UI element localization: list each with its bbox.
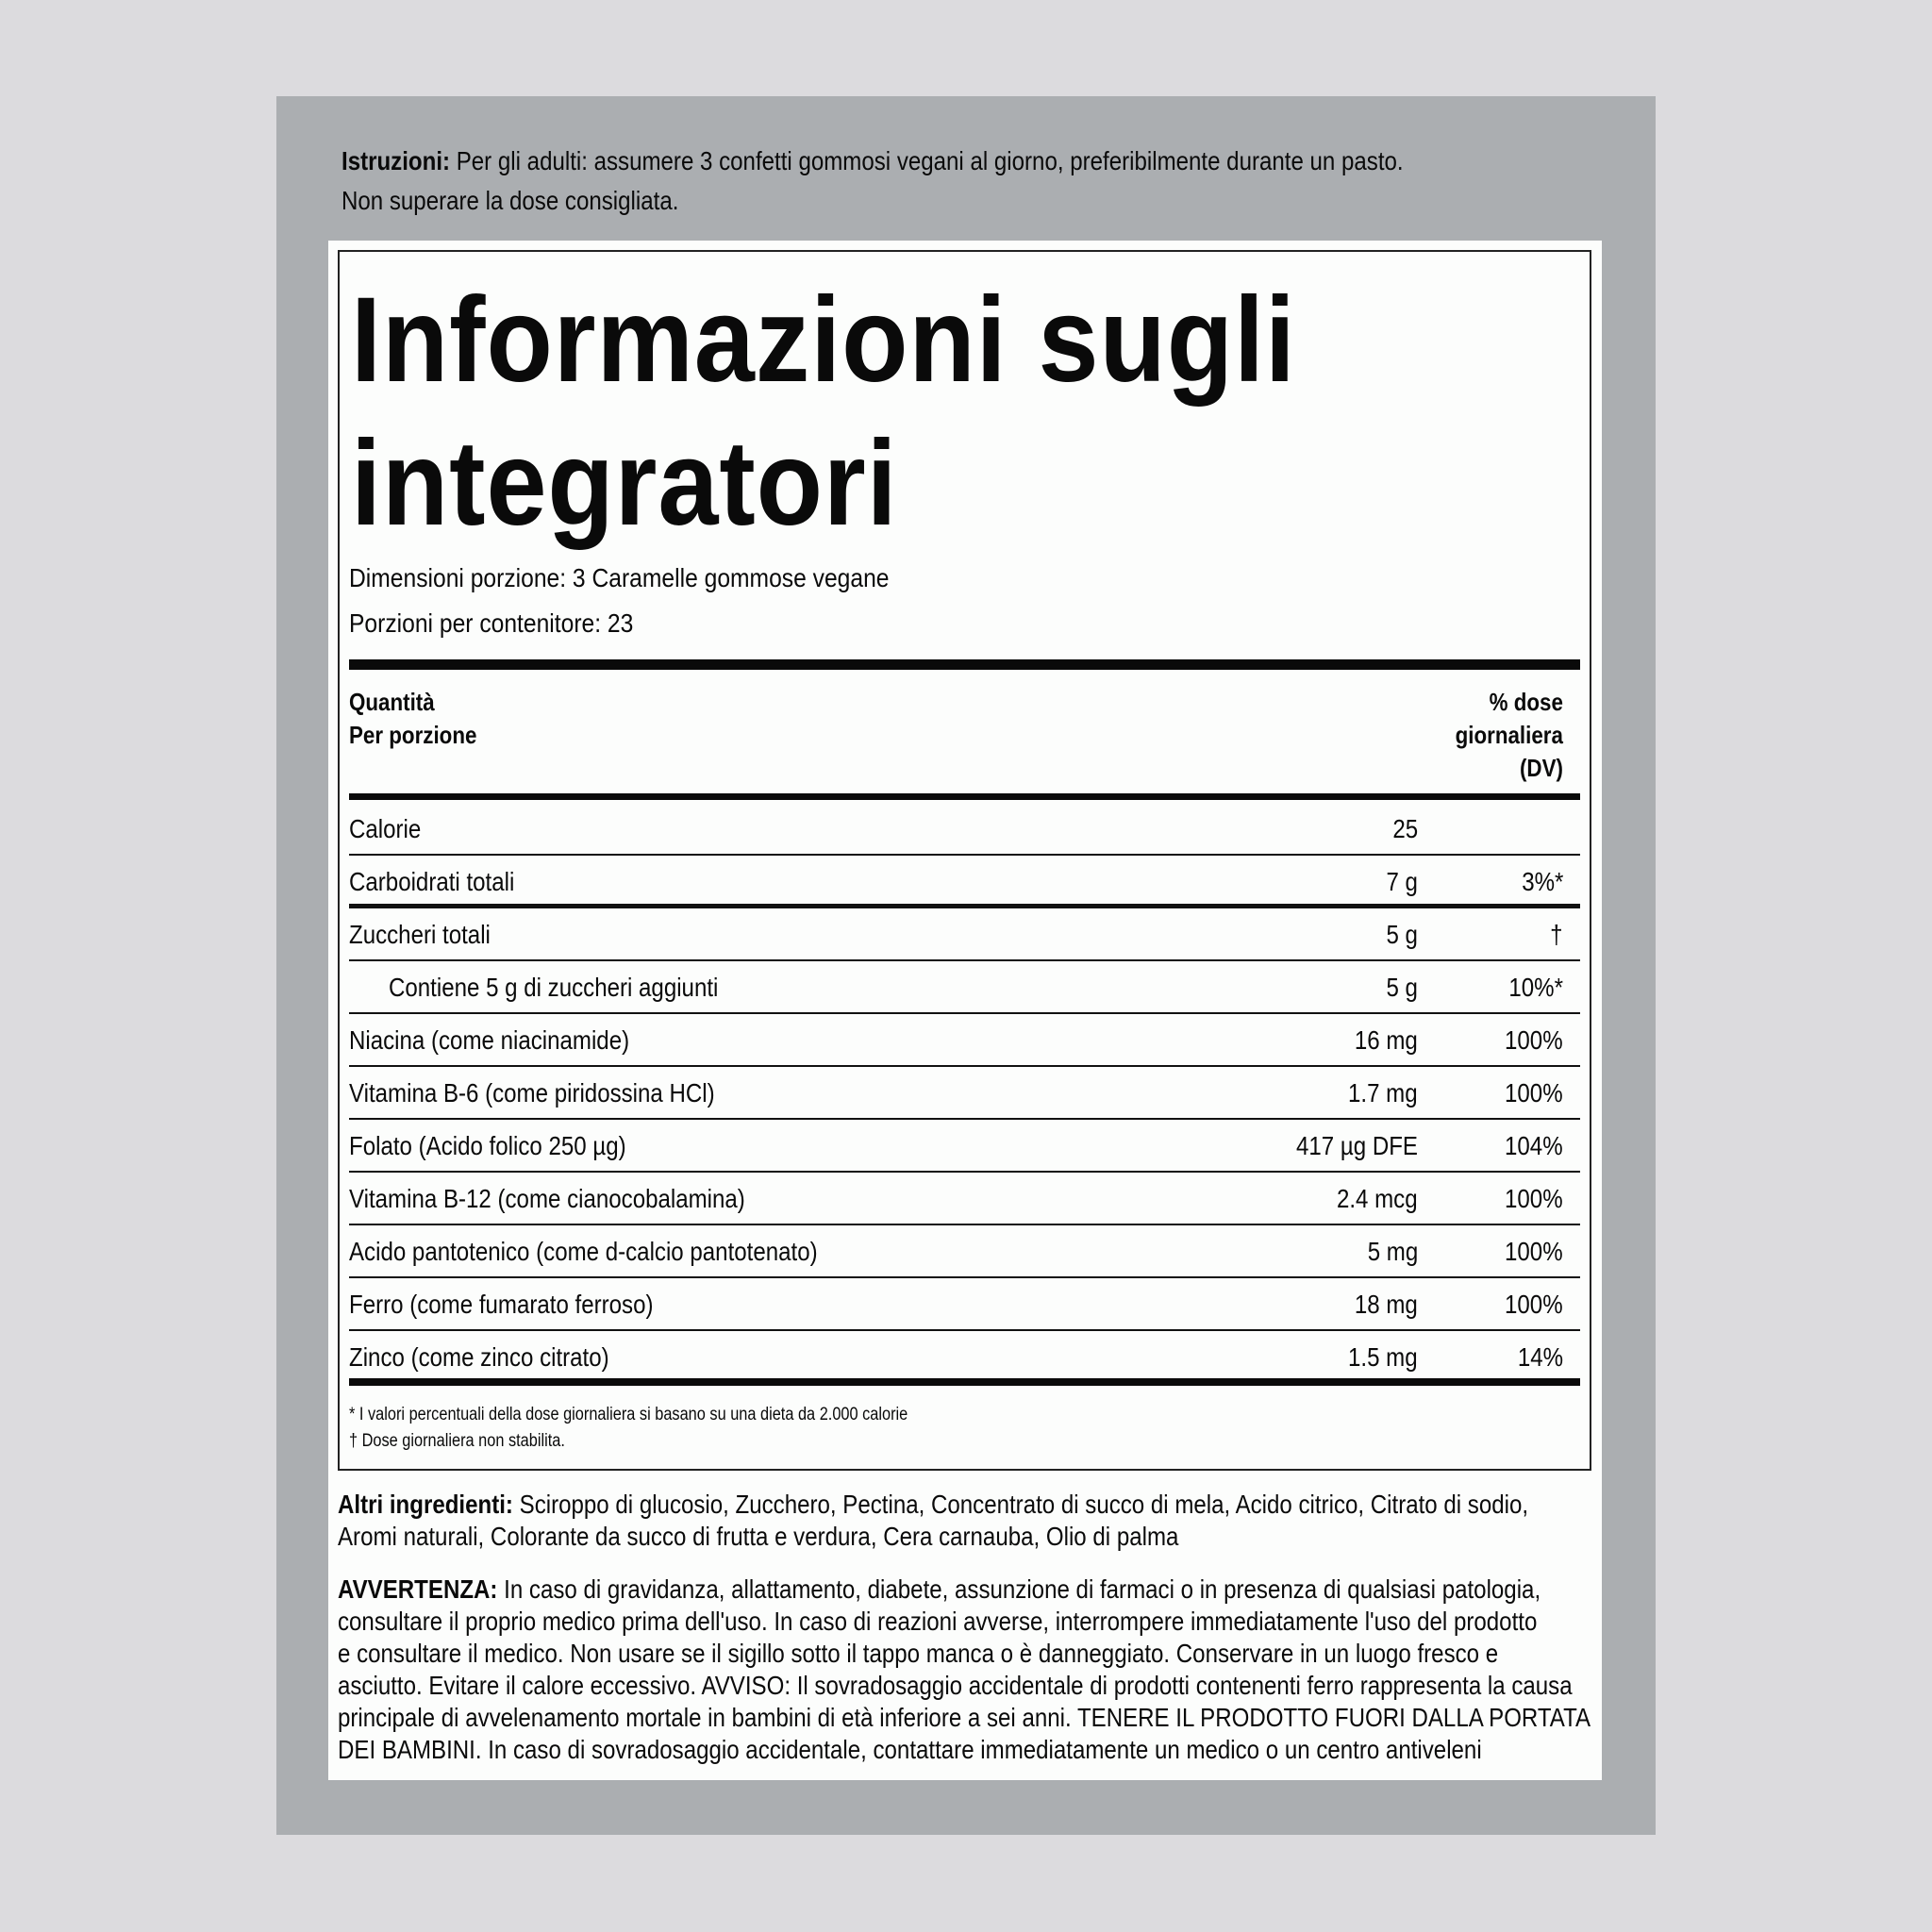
nutrient-dv: 14% xyxy=(1517,1342,1563,1372)
nutrient-dv: 100% xyxy=(1505,1184,1563,1213)
amount-header-line-2: Per porzione xyxy=(349,721,477,749)
nutrient-amount: 7 g xyxy=(1386,867,1418,896)
nutrient-dv: 100% xyxy=(1505,1290,1563,1319)
nutrient-dv: 10%* xyxy=(1508,973,1563,1002)
nutrient-amount: 5 mg xyxy=(1367,1237,1418,1266)
supplement-facts-box xyxy=(338,250,1591,1471)
nutrient-dv: 100% xyxy=(1505,1237,1563,1266)
table-row xyxy=(349,1331,1580,1382)
nutrient-amount: 417 µg DFE xyxy=(1296,1131,1418,1160)
ingredients-text-1: Sciroppo di glucosio, Zucchero, Pectina, Concentrato di succo di mela, Acido citrico, Citrato di sodio, xyxy=(512,1490,1529,1519)
servings-per-container: Porzioni per contenitore: 23 xyxy=(349,608,634,638)
table-row xyxy=(349,803,1580,856)
warning-text-1: In caso di gravidanza, allattamento, diabete, assunzione di farmaci o in presenza di qualsiasi patologia, xyxy=(497,1574,1541,1604)
ingredients-label: Altri ingredienti: xyxy=(338,1490,513,1519)
table-row xyxy=(349,1014,1580,1067)
warning-text-5: principale di avvelenamento mortale in bambini di età inferiore a sei anni. TENERE IL PRODOTTO FUORI DALLA PORTATA xyxy=(338,1703,1591,1732)
footnote-dagger: † Dose giornaliera non stabilita. xyxy=(349,1431,565,1451)
nutrient-dv: 3%* xyxy=(1521,867,1563,896)
facts-title xyxy=(351,269,1296,556)
nutrient-name: Zuccheri totali xyxy=(349,920,491,949)
nutrient-amount: 5 g xyxy=(1386,920,1418,949)
table-row xyxy=(349,908,1580,961)
nutrient-amount: 2.4 mcg xyxy=(1337,1184,1418,1213)
divider-header xyxy=(349,793,1580,800)
table-row xyxy=(349,1225,1580,1278)
serving-size: Dimensioni porzione: 3 Caramelle gommose vegane xyxy=(349,563,890,592)
nutrient-amount: 1.7 mg xyxy=(1348,1078,1418,1108)
nutrient-table xyxy=(349,803,1580,1382)
footnote-dv: * I valori percentuali della dose giornaliera si basano su una dieta da 2.000 calorie xyxy=(349,1405,908,1424)
nutrient-amount: 1.5 mg xyxy=(1348,1342,1418,1372)
nutrient-dv: 104% xyxy=(1505,1131,1563,1160)
warning-label: AVVERTENZA: xyxy=(338,1574,498,1604)
nutrient-dv: 100% xyxy=(1505,1025,1563,1055)
table-header xyxy=(349,686,1563,799)
nutrient-name: Carboidrati totali xyxy=(349,867,515,896)
nutrient-name: Calorie xyxy=(349,814,422,843)
nutrient-name: Zinco (come zinco citrato) xyxy=(349,1342,609,1372)
table-row xyxy=(349,1120,1580,1173)
divider-thick xyxy=(349,659,1580,670)
ingredients-text-2: Aromi naturali, Colorante da succo di frutta e verdura, Cera carnauba, Olio di palma xyxy=(338,1522,1179,1551)
dv-header-line-1: % dose xyxy=(1489,688,1563,716)
nutrient-name: Vitamina B-6 (come piridossina HCl) xyxy=(349,1078,715,1108)
table-row xyxy=(349,1067,1580,1120)
instructions-label: Istruzioni: xyxy=(341,146,451,175)
nutrient-amount: 25 xyxy=(1392,814,1418,843)
nutrient-amount: 16 mg xyxy=(1355,1025,1418,1055)
warning-text-6: DEI BAMBINI. In caso di sovradosaggio accidentale, contattare immediatamente un medico o un centro antiveleni xyxy=(338,1735,1482,1764)
nutrient-name: Niacina (come niacinamide) xyxy=(349,1025,630,1055)
divider-bottom xyxy=(349,1378,1580,1386)
nutrient-name: Contiene 5 g di zuccheri aggiunti xyxy=(389,973,719,1002)
nutrient-amount: 5 g xyxy=(1386,973,1418,1002)
nutrient-name: Vitamina B-12 (come cianocobalamina) xyxy=(349,1184,745,1213)
nutrient-name: Ferro (come fumarato ferroso) xyxy=(349,1290,654,1319)
dv-header-line-2: giornaliera xyxy=(1455,721,1563,749)
warning-text-4: asciutto. Evitare il calore eccessivo. AVVISO: Il sovradosaggio accidentale di prodotti contenenti ferro rappresenta la causa xyxy=(338,1671,1573,1700)
nutrient-dv: 100% xyxy=(1505,1078,1563,1108)
instructions-text-1: Per gli adulti: assumere 3 confetti gommosi vegani al giorno, preferibilmente durante un pasto. xyxy=(450,146,1404,175)
table-row xyxy=(349,1278,1580,1331)
instructions-text-2: Non superare la dose consigliata. xyxy=(341,186,679,215)
facts-title-line-1: Informazioni sugli xyxy=(351,273,1296,408)
nutrient-name: Folato (Acido folico 250 µg) xyxy=(349,1131,626,1160)
table-row xyxy=(349,856,1580,908)
dv-header-line-3: (DV) xyxy=(1520,754,1563,782)
dv-header xyxy=(1456,686,1563,785)
instructions xyxy=(341,142,1421,221)
facts-title-line-2: integratori xyxy=(351,416,898,551)
nutrient-dv: † xyxy=(1550,920,1563,949)
warning-text-2: consultare il proprio medico prima dell'uso. In caso di reazioni avverse, interrompere immediatamente l'uso del prodotto xyxy=(338,1607,1538,1636)
warning xyxy=(338,1574,1591,1766)
amount-header-line-1: Quantità xyxy=(349,688,435,716)
other-ingredients xyxy=(338,1489,1529,1553)
nutrient-amount: 18 mg xyxy=(1355,1290,1418,1319)
amount-header xyxy=(349,686,476,752)
nutrient-name: Acido pantotenico (come d-calcio pantotenato) xyxy=(349,1237,818,1266)
table-row xyxy=(349,1173,1580,1225)
table-row xyxy=(349,961,1580,1014)
warning-text-3: e consultare il medico. Non usare se il sigillo sotto il tappo manca o è danneggiato. Conservare in un luogo fresco e xyxy=(338,1639,1499,1668)
